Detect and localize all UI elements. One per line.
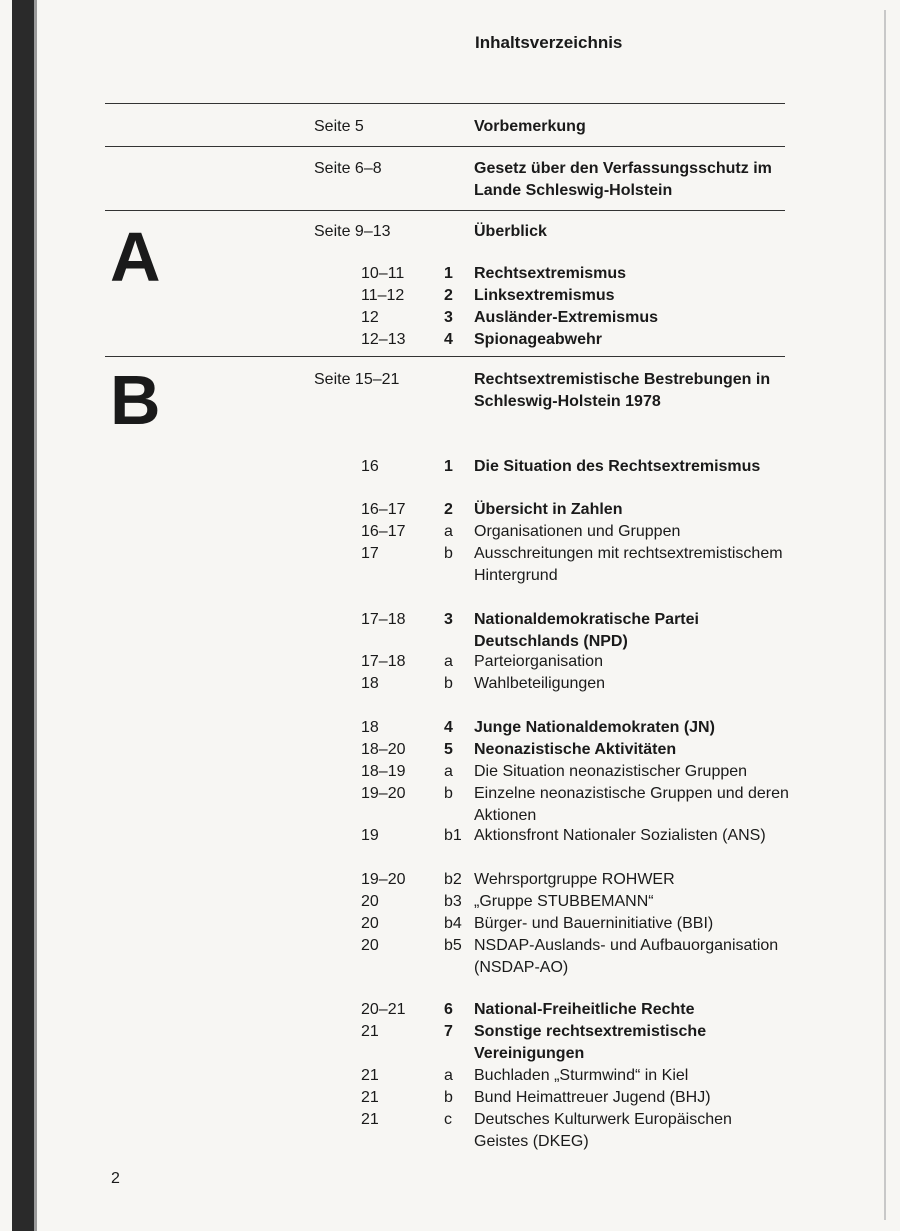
toc-item-number: b bbox=[444, 785, 453, 802]
toc-item-number: b3 bbox=[444, 893, 462, 910]
toc-item-number: b1 bbox=[444, 827, 462, 844]
toc-item-title: Ausländer-Extremismus bbox=[474, 309, 659, 326]
toc-item-number: 2 bbox=[444, 287, 453, 304]
toc-item-title: Linksextremismus bbox=[474, 287, 615, 304]
divider bbox=[105, 356, 785, 357]
toc-item-title: Aktionsfront Nationaler Sozialisten (ANS) bbox=[474, 827, 766, 844]
toc-item-title: Die Situation des Rechtsextremismus bbox=[474, 458, 761, 475]
toc-item-title: Gesetz über den Verfassungsschutz im Lande Schleswig-Holstein bbox=[474, 160, 772, 199]
page-right-edge bbox=[884, 10, 886, 1220]
toc-item-number: a bbox=[444, 1067, 453, 1084]
toc-item-title: Überblick bbox=[474, 223, 547, 240]
toc-item-title: „Gruppe STUBBEMANN“ bbox=[474, 893, 654, 910]
toc-item-title: Übersicht in Zahlen bbox=[474, 501, 623, 518]
toc-page-ref: 17–18 bbox=[361, 653, 406, 670]
toc-item-number: b bbox=[444, 1089, 453, 1106]
toc-page-ref: Seite 15–21 bbox=[314, 371, 400, 388]
toc-page-ref: 16–17 bbox=[361, 523, 406, 540]
toc-item-title: National-Freiheitliche Rechte bbox=[474, 1001, 695, 1018]
toc-page-ref: 21 bbox=[361, 1067, 379, 1084]
toc-page-ref: Seite 6–8 bbox=[314, 160, 382, 177]
toc-page-ref: 12–13 bbox=[361, 331, 406, 348]
toc-item-title: Deutsches Kulturwerk Europäischen Geistes (DKEG) bbox=[474, 1111, 732, 1150]
toc-page-ref: 19 bbox=[361, 827, 379, 844]
toc-page-ref: 17–18 bbox=[361, 611, 406, 628]
toc-item-number: 5 bbox=[444, 741, 453, 758]
toc-item-title: Junge Nationaldemokraten (JN) bbox=[474, 719, 715, 736]
toc-page-ref: 18 bbox=[361, 719, 379, 736]
toc-item-number: c bbox=[444, 1111, 452, 1128]
toc-item-number: 1 bbox=[444, 265, 453, 282]
section-letter-b: B bbox=[110, 361, 161, 439]
toc-item-title: Rechtsextremistische Bestrebungen in Schleswig-Holstein 1978 bbox=[474, 371, 771, 410]
divider bbox=[105, 210, 785, 211]
toc-item-title: Spionageabwehr bbox=[474, 331, 603, 348]
toc-item-title: Neonazistische Aktivitäten bbox=[474, 741, 677, 758]
toc-page-ref: 17 bbox=[361, 545, 379, 562]
toc-item-title: Die Situation neonazistischer Gruppen bbox=[474, 763, 748, 780]
divider bbox=[105, 146, 785, 147]
toc-page-ref: Seite 5 bbox=[314, 118, 364, 135]
toc-item-number: 4 bbox=[444, 331, 453, 348]
toc-item-title: Nationaldemokratische Partei Deutschlands (NPD) bbox=[474, 611, 699, 650]
page-number: 2 bbox=[111, 1170, 120, 1187]
section-letter-a: A bbox=[110, 218, 161, 296]
toc-item-number: b2 bbox=[444, 871, 462, 888]
toc-page-ref: 20 bbox=[361, 893, 379, 910]
toc-page-ref: 20–21 bbox=[361, 1001, 406, 1018]
toc-item-number: b bbox=[444, 675, 453, 692]
toc-page-ref: 12 bbox=[361, 309, 379, 326]
toc-item-title: Rechtsextremismus bbox=[474, 265, 627, 282]
toc-item-number: 7 bbox=[444, 1023, 453, 1040]
divider bbox=[105, 103, 785, 104]
toc-page-ref: 19–20 bbox=[361, 871, 406, 888]
toc-page-ref: 16–17 bbox=[361, 501, 406, 518]
toc-item-number: 3 bbox=[444, 309, 453, 326]
toc-item-title: Wahlbeteiligungen bbox=[474, 675, 606, 692]
book-binding-shadow bbox=[34, 0, 37, 1231]
toc-item-number: a bbox=[444, 763, 453, 780]
toc-item-number: a bbox=[444, 653, 453, 670]
toc-item-number: b5 bbox=[444, 937, 462, 954]
toc-item-number: b4 bbox=[444, 915, 462, 932]
toc-item-title: Organisationen und Gruppen bbox=[474, 523, 681, 540]
toc-page-ref: 11–12 bbox=[361, 287, 405, 304]
toc-page-ref: 21 bbox=[361, 1023, 379, 1040]
toc-item-title: Bürger- und Bauerninitiative (BBI) bbox=[474, 915, 714, 932]
toc-item-title: NSDAP-Auslands- und Aufbauorganisation (NSDAP-AO) bbox=[474, 937, 779, 976]
toc-item-number: 3 bbox=[444, 611, 453, 628]
toc-page-ref: 19–20 bbox=[361, 785, 406, 802]
toc-item-number: b bbox=[444, 545, 453, 562]
toc-page-ref: Seite 9–13 bbox=[314, 223, 391, 240]
toc-item-number: a bbox=[444, 523, 453, 540]
toc-item-title: Parteiorganisation bbox=[474, 653, 603, 670]
toc-item-title: Buchladen „Sturmwind“ in Kiel bbox=[474, 1067, 689, 1084]
toc-item-number: 2 bbox=[444, 501, 453, 518]
toc-item-title: Ausschreitungen mit rechtsextremistischem Hintergrund bbox=[474, 545, 783, 584]
toc-page-ref: 10–11 bbox=[361, 265, 405, 282]
toc-item-title: Sonstige rechtsextremistische Vereinigungen bbox=[474, 1023, 707, 1062]
toc-page-ref: 18–19 bbox=[361, 763, 406, 780]
toc-page-ref: 21 bbox=[361, 1089, 379, 1106]
book-binding-edge bbox=[12, 0, 34, 1231]
toc-item-title: Vorbemerkung bbox=[474, 118, 586, 135]
toc-item-number: 1 bbox=[444, 458, 453, 475]
toc-page-ref: 20 bbox=[361, 937, 379, 954]
toc-item-title: Bund Heimattreuer Jugend (BHJ) bbox=[474, 1089, 711, 1106]
page-header: Inhaltsverzeichnis bbox=[475, 33, 623, 52]
toc-item-number: 4 bbox=[444, 719, 453, 736]
toc-item-number: 6 bbox=[444, 1001, 453, 1018]
toc-item-title: Einzelne neonazistische Gruppen und deren Aktionen bbox=[474, 785, 789, 824]
toc-page-ref: 18–20 bbox=[361, 741, 406, 758]
toc-item-title: Wehrsportgruppe ROHWER bbox=[474, 871, 675, 888]
toc-page-ref: 20 bbox=[361, 915, 379, 932]
toc-page-ref: 18 bbox=[361, 675, 379, 692]
toc-page-ref: 16 bbox=[361, 458, 379, 475]
toc-page-ref: 21 bbox=[361, 1111, 379, 1128]
